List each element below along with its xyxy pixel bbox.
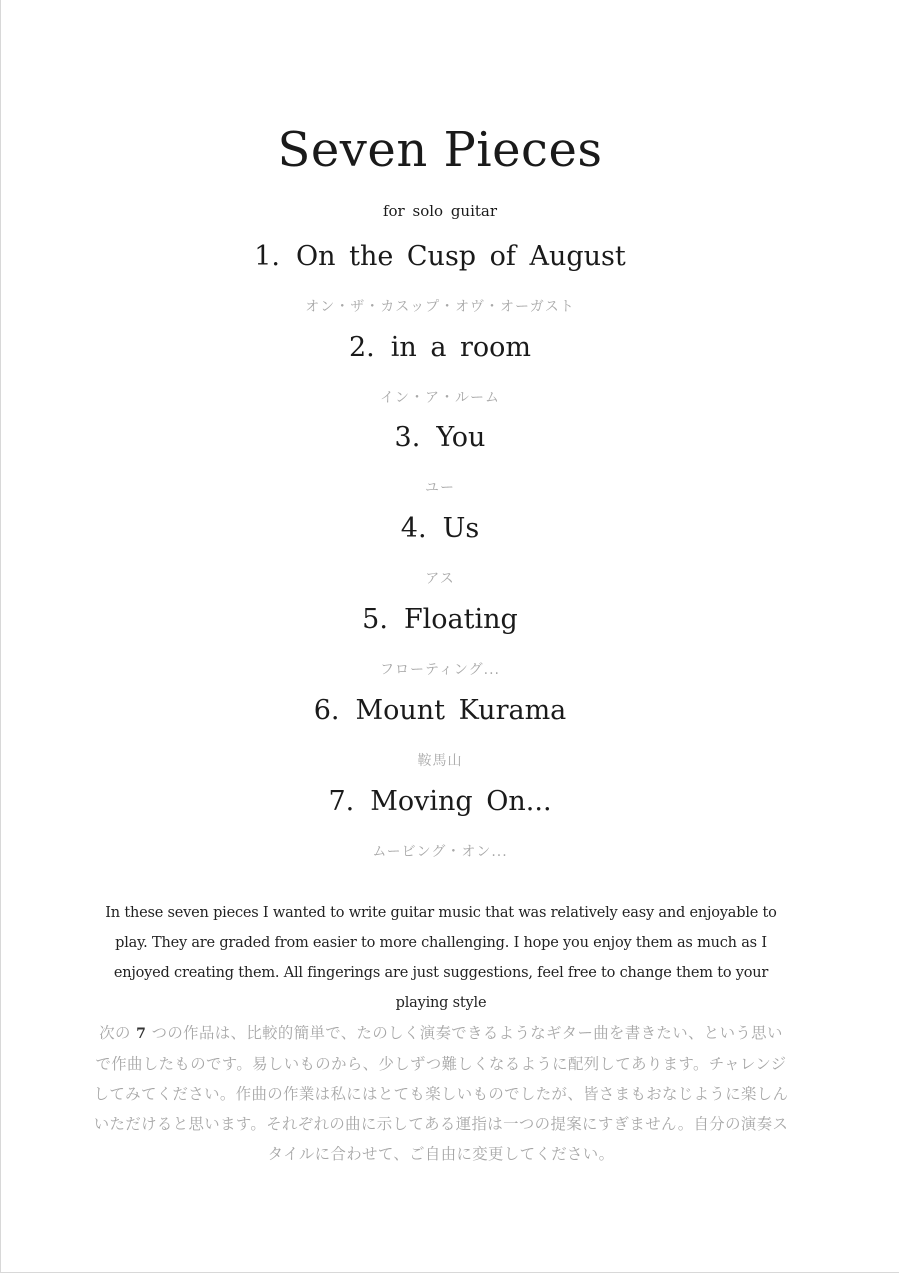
piece-japanese-title: ユー xyxy=(425,480,455,496)
piece-japanese-title: フローティング... xyxy=(380,662,500,678)
description-japanese-digit: 7 xyxy=(136,1026,147,1042)
description-japanese-body: つの作品は、比較的簡単で、たのしく演奏できるようなギター曲を書きたい、という思いで作曲したものです。易しいものから、少しずつ難しくなるように配列してあります。チャレンジしてみてください。作曲の作業は私にはとても楽しいものでしたが、皆さまもおなじように楽しんいただけると思います。それぞれの曲に示してある運指は一つの提案にすぎません。自分の演奏スタイルに合わせて、ご自由に変更してください。 xyxy=(93,1024,789,1163)
piece-entry xyxy=(0,240,880,316)
piece-entry xyxy=(0,785,880,861)
piece-title: Moving On... xyxy=(370,786,552,817)
document-title: Seven Pieces xyxy=(277,122,603,178)
piece-title: in a room xyxy=(390,332,532,363)
piece-title-line xyxy=(0,421,880,455)
piece-title-line xyxy=(0,603,880,637)
description-japanese xyxy=(92,1018,790,1169)
piece-entry xyxy=(0,603,880,679)
piece-number: 6. xyxy=(313,695,340,726)
description-english: In these seven pieces I wanted to write guitar music that was relatively easy and enjoyable to play. They are graded from easier to more challenging. I hope you enjoy them as much as I enjoyed creating them. All fingerings are just suggestions, feel free to change them to your playing style xyxy=(105,905,777,1011)
piece-entry xyxy=(0,694,880,770)
piece-japanese-title: 鞍馬山 xyxy=(417,753,463,769)
piece-number: 3. xyxy=(394,422,421,453)
piece-number: 4. xyxy=(400,513,427,544)
piece-number: 1. xyxy=(254,241,280,272)
piece-entry xyxy=(0,331,880,407)
piece-number: 5. xyxy=(362,604,388,635)
piece-number: 7. xyxy=(328,786,355,817)
document-subtitle: for solo guitar xyxy=(382,202,498,220)
piece-title: You xyxy=(436,422,486,453)
description-japanese-prefix: 次の xyxy=(99,1024,131,1042)
piece-title: Mount Kurama xyxy=(355,695,567,726)
piece-title-line xyxy=(0,512,880,546)
piece-japanese-title: アス xyxy=(425,571,455,587)
piece-title: Us xyxy=(442,513,480,544)
piece-entry xyxy=(0,512,880,588)
piece-japanese-title: オン・ザ・カスップ・オヴ・オーガスト xyxy=(305,299,575,315)
piece-japanese-title: ムービング・オン... xyxy=(372,844,508,860)
piece-number: 2. xyxy=(348,332,375,363)
piece-japanese-title: イン・ア・ルーム xyxy=(380,390,500,406)
piece-title: On the Cusp of August xyxy=(295,241,626,272)
piece-title: Floating xyxy=(403,604,518,635)
piece-title-line xyxy=(0,331,880,365)
piece-entry xyxy=(0,421,880,497)
piece-title-line xyxy=(0,240,880,274)
piece-title-line xyxy=(0,785,880,819)
piece-title-line xyxy=(0,694,880,728)
